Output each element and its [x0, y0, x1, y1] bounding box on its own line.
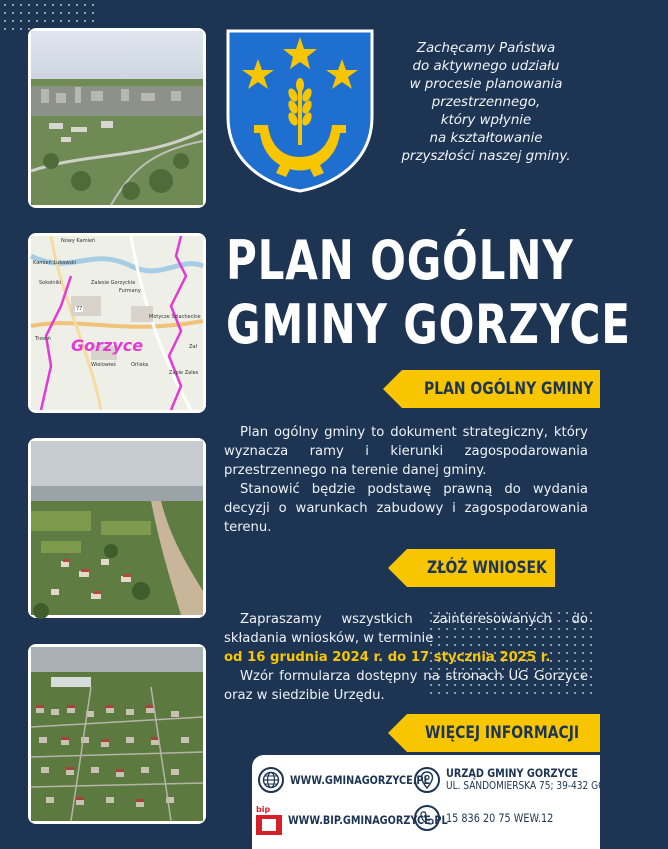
- section-tag-plan: [402, 370, 600, 408]
- section-tag-label: ZŁÓŻ WNIOSEK: [427, 558, 547, 578]
- phone-text: 15 836 20 75 WEW.12: [446, 811, 554, 825]
- decor-dot: [36, 4, 38, 6]
- decor-dot: [590, 684, 592, 686]
- decor-dot: [590, 628, 592, 630]
- map-label: Wielowieś: [91, 362, 116, 368]
- decor-dot: [76, 12, 78, 14]
- website-text: WWW.GMINAGORZYCE.PL: [290, 773, 430, 787]
- decor-dot: [36, 12, 38, 14]
- decor-dot: [52, 12, 54, 14]
- section-tag-wniosek: [407, 549, 555, 587]
- section-tag-label: PLAN OGÓLNY GMINY: [424, 379, 594, 399]
- map-label: Nowy Kamień: [61, 238, 96, 244]
- phone-number[interactable]: [414, 805, 572, 831]
- decor-dot: [590, 612, 592, 614]
- intro-line: przestrzennego,: [431, 95, 541, 110]
- plan-description: [224, 423, 588, 537]
- decor-dot: [76, 20, 78, 22]
- decor-dot: [20, 4, 22, 6]
- wniosek-dates: od 16 grudnia 2024 r. do 17 stycznia 2025 r.: [224, 650, 551, 665]
- photo-river-aerial: [28, 438, 206, 618]
- intro-line: który wpłynie: [440, 113, 532, 128]
- map-label: Zał: [189, 344, 197, 350]
- decor-dot: [590, 652, 592, 654]
- intro-line: na kształtowanie: [429, 131, 543, 146]
- decor-dot: [44, 12, 46, 14]
- map-label: Kamień Łukawski: [33, 260, 77, 266]
- decor-dot: [28, 20, 30, 22]
- decor-dot: [12, 28, 14, 30]
- map-label: Motycze Szlacheckie: [149, 314, 201, 320]
- intro-line: przyszłości naszej gminy.: [401, 149, 571, 164]
- decor-dot: [68, 20, 70, 22]
- map-label: Zalesie Gorzyckie: [91, 280, 136, 286]
- decor-dot: [84, 20, 86, 22]
- decor-dot: [92, 12, 94, 14]
- intro-text: [386, 40, 586, 166]
- contact-panel: [252, 755, 635, 849]
- section-tag-label: WIĘCEJ INFORMACJI: [425, 723, 580, 743]
- decor-dot: [590, 620, 592, 622]
- map-label: Furmany: [119, 288, 141, 294]
- decor-dot: [4, 20, 6, 22]
- map-gorzyce: [28, 233, 206, 413]
- bip-badge-text: bip: [256, 805, 271, 814]
- decor-dot: [20, 28, 22, 30]
- decor-dot: [28, 4, 30, 6]
- page-title-line1: PLAN OGÓLNY: [226, 229, 574, 292]
- decor-dot: [590, 676, 592, 678]
- decor-dot: [44, 4, 46, 6]
- decor-dot: [590, 668, 592, 670]
- decor-dot: [60, 20, 62, 22]
- map-road-label: 77: [76, 306, 83, 312]
- decor-dot: [60, 4, 62, 6]
- map-label: Trześń: [35, 336, 51, 342]
- wniosek-description: [224, 610, 588, 705]
- decor-dot: [44, 20, 46, 22]
- decor-dot: [590, 660, 592, 662]
- coat-of-arms: [224, 27, 376, 193]
- decor-dot: [590, 644, 592, 646]
- decor-dot: [12, 20, 14, 22]
- bip-text: WWW.BIP.GMINAGORZYCE.PL: [288, 813, 448, 827]
- decor-dot: [52, 4, 54, 6]
- decor-dot: [20, 20, 22, 22]
- globe-icon: [258, 767, 284, 793]
- office-name: URZĄD GMINY GORZYCE: [446, 766, 578, 780]
- decor-dot: [28, 12, 30, 14]
- plan-paragraph-2: Stanowić będzie podstawę prawną do wydania decyzji o warunkach zabudowy i zagospodarowania terenu.: [224, 482, 588, 535]
- decor-dot: [52, 20, 54, 22]
- decor-dot: [12, 4, 14, 6]
- phone-icon: [414, 805, 440, 831]
- decor-dot: [590, 692, 592, 694]
- decor-dot: [76, 4, 78, 6]
- decor-dot: [4, 4, 6, 6]
- map-big-label: Gorzyce: [71, 336, 144, 355]
- section-tag-info: [407, 714, 600, 752]
- decor-dot: [84, 4, 86, 6]
- intro-line: Zachęcamy Państwa: [416, 41, 556, 56]
- decor-dot: [92, 4, 94, 6]
- decor-dot: [590, 636, 592, 638]
- decor-dot: [68, 4, 70, 6]
- photo-village-aerial: [28, 644, 206, 824]
- decor-dot: [4, 28, 6, 30]
- intro-line: w procesie planowania: [409, 77, 563, 92]
- map-label: Orliska: [131, 362, 149, 368]
- map-label: Zapie Zales: [169, 370, 199, 376]
- decor-dot: [92, 20, 94, 22]
- photo-city-aerial: [28, 28, 206, 208]
- decor-dot: [60, 12, 62, 14]
- map-label: Sokolniki: [39, 280, 62, 286]
- decor-dot: [20, 12, 22, 14]
- plan-paragraph-1: Plan ogólny gminy to dokument strategiczny, który wyznacza ramy i kierunki zagospodarowania przestrzennego na terenie danej gminy.: [224, 425, 588, 478]
- location-pin-icon: [414, 767, 440, 793]
- bip-logo-icon: [256, 805, 282, 835]
- decor-dot: [36, 20, 38, 22]
- office-address: [414, 767, 668, 793]
- decor-dot: [84, 12, 86, 14]
- decor-dot: [4, 12, 6, 14]
- wniosek-paragraph-1: Zapraszamy wszystkich zainteresowanych do składania wniosków, w terminie: [224, 612, 588, 646]
- office-address-text: UL. SANDOMIERSKA 75; 39-432 GORZYCE: [446, 780, 635, 792]
- wniosek-paragraph-2: Wzór formularza dostępny na stronach UG Gorzyce oraz w siedzibie Urzędu.: [224, 669, 588, 703]
- decor-dot: [68, 12, 70, 14]
- page-title-line2: GMINY GORZYCE: [226, 293, 631, 356]
- decor-dot: [12, 12, 14, 14]
- intro-line: do aktywnego udziału: [412, 59, 560, 74]
